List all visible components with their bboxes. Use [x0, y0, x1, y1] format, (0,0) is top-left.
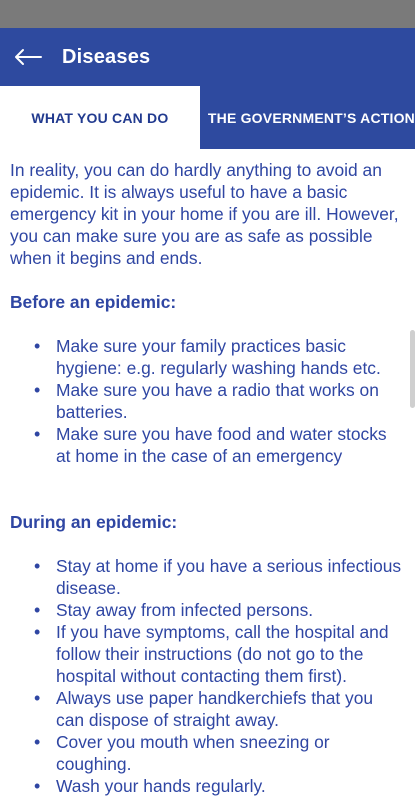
- tab-bar: [0, 86, 415, 149]
- list-item: • Make sure you have food and water stocks at home in the case of an emergency: [34, 423, 405, 467]
- list-item: • Stay away from infected persons.: [34, 599, 405, 621]
- list-item: • Make sure you have a radio that works on batteries.: [34, 379, 405, 423]
- list-item: • Make sure your family practices basic hygiene: e.g. regularly washing hands etc.: [34, 335, 405, 379]
- intro-text: In reality, you can do hardly anything to avoid an epidemic. It is always useful to have a basic emergency kit in your home if you are ill. However, you can make sure you are as safe as possible when it begins and ends.: [10, 160, 399, 268]
- during-list: [34, 555, 405, 797]
- app-bar: [0, 28, 415, 86]
- list-item: • Stay at home if you have a serious infectious disease.: [34, 555, 405, 599]
- list-item: • Wash your hands regularly.: [34, 775, 405, 797]
- content-area: [0, 149, 415, 800]
- status-bar: [0, 0, 415, 28]
- section-heading-during: During an epidemic:: [10, 512, 178, 532]
- before-list: [34, 335, 405, 467]
- arrow-left-icon: [14, 48, 42, 66]
- list-item: • Always use paper handkerchiefs that you can dispose of straight away.: [34, 687, 405, 731]
- page-title: Diseases: [62, 45, 151, 68]
- list-item: • If you have symptoms, call the hospital and follow their instructions (do not go to the hospital without contacting them first).: [34, 621, 405, 687]
- tab-government-action[interactable]: THE GOVERNMENT’S ACTION: [207, 109, 415, 126]
- section-heading-before: Before an epidemic:: [10, 292, 177, 312]
- scrollbar[interactable]: [410, 330, 415, 408]
- back-button[interactable]: [0, 28, 62, 86]
- tab-what-you-can-do[interactable]: WHAT YOU CAN DO: [0, 86, 200, 149]
- list-item: • Cover you mouth when sneezing or coughing.: [34, 731, 405, 775]
